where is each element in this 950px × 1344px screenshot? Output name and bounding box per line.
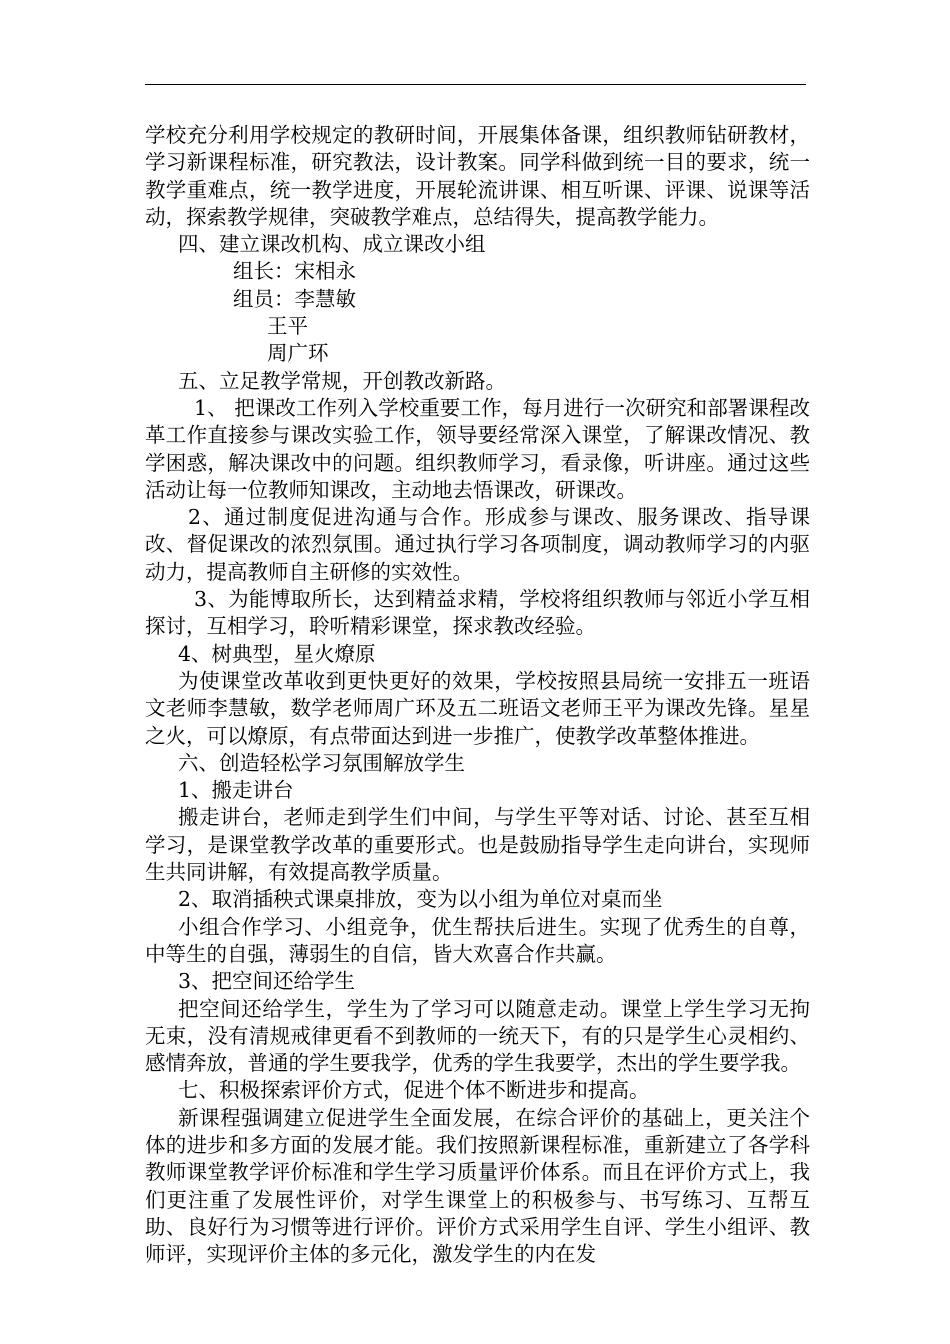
group-leader: 组长：宋相永	[233, 259, 356, 284]
group-member-3: 周广环	[267, 341, 329, 366]
header-rule	[145, 84, 806, 85]
heading-5-4: 4、树典型，星火燎原	[178, 641, 376, 666]
heading-section-6: 六、创造轻松学习氛围解放学生	[178, 750, 465, 775]
paragraph-6-3: 把空间还给学生，学生为了学习可以随意走动。课堂上学生学习无拘无束，没有清规戒律更看不到教师的一统天下，有的只是学生心灵相约、感情奔放，普通的学生要我学，优秀的学生我要学，杰出的学生要学我。	[145, 996, 810, 1076]
paragraph-5-4: 为使课堂改革收到更快更好的效果，学校按照县局统一安排五一班语文老师李慧敏，数学老师周广环及五二班语文老师王平为课改先锋。星星之火，可以燎原，有点带面达到进一步推广，使教学改革整体推进。	[145, 668, 810, 748]
paragraph-5-3: 3、为能博取所长，达到精益求精，学校将组织教师与邻近小学互相探讨，互相学习，聆听精彩课堂，探求教改经验。	[145, 587, 810, 639]
group-member-2: 王平	[267, 314, 308, 339]
paragraph-6-1: 搬走讲台，老师走到学生们中间，与学生平等对话、讨论、甚至互相学习，是课堂教学改革的重要形式。也是鼓励指导学生走向讲台，实现师生共同讲解，有效提高教学质量。	[145, 805, 810, 885]
heading-6-2: 2、取消插秧式课桌排放，变为以小组为单位对桌而坐	[178, 887, 663, 912]
paragraph-6-2: 小组合作学习、小组竞争，优生帮扶后进生。实现了优秀生的自尊，中等生的自强，薄弱生的自信，皆大欢喜合作共赢。	[145, 914, 810, 966]
heading-section-4: 四、建立课改机构、成立课改小组	[178, 232, 486, 257]
paragraph-5-1: 1、 把课改工作列入学校重要工作，每月进行一次研究和部署课程改革工作直接参与课改实验工作，领导要经常深入课堂，了解课改情况、教学困惑，解决课改中的问题。组织教师学习，看录像，听讲座。通过这些活动让每一位教师知课改，主动地去悟课改，研课改。	[145, 395, 810, 502]
paragraph-jiaoyan: 学校充分利用学校规定的教研时间，开展集体备课，组织教师钻研教材，学习新课程标准，研究教法，设计教案。同学科做到统一目的要求，统一教学重难点，统一教学进度，开展轮流讲课、相互听课、评课、说课等活动，探索教学规律，突破教学难点，总结得失，提高教学能力。	[145, 123, 810, 229]
heading-6-1: 1、搬走讲台	[178, 778, 294, 803]
group-member-1: 组员：李慧敏	[233, 286, 356, 311]
heading-6-3: 3、把空间还给学生	[178, 969, 356, 994]
heading-section-7: 七、积极探索评价方式，促进个体不断进步和提高。	[178, 1078, 650, 1103]
paragraph-7: 新课程强调建立促进学生全面发展，在综合评价的基础上，更关注个体的进步和多方面的发展才能。我们按照新课程标准，重新建立了各学科教师课堂教学评价标准和学生学习质量评价体系。而且在评价方式上，我们更注重了发展性评价，对学生课堂上的积极参与、书写练习、互帮互助、良好行为习惯等进行评价。评价方式采用学生自评、学生小组评、教师评，实现评价主体的多元化，激发学生的内在发	[145, 1105, 810, 1267]
heading-section-5: 五、立足教学常规，开创教改新路。	[178, 368, 506, 393]
paragraph-5-2: 2、通过制度促进沟通与合作。形成参与课改、服务课改、指导课改、督促课改的浓烈氛围。通过执行学习各项制度，调动教师学习的内驱动力，提高教师自主研修的实效性。	[145, 505, 810, 584]
document-body	[145, 122, 810, 1268]
